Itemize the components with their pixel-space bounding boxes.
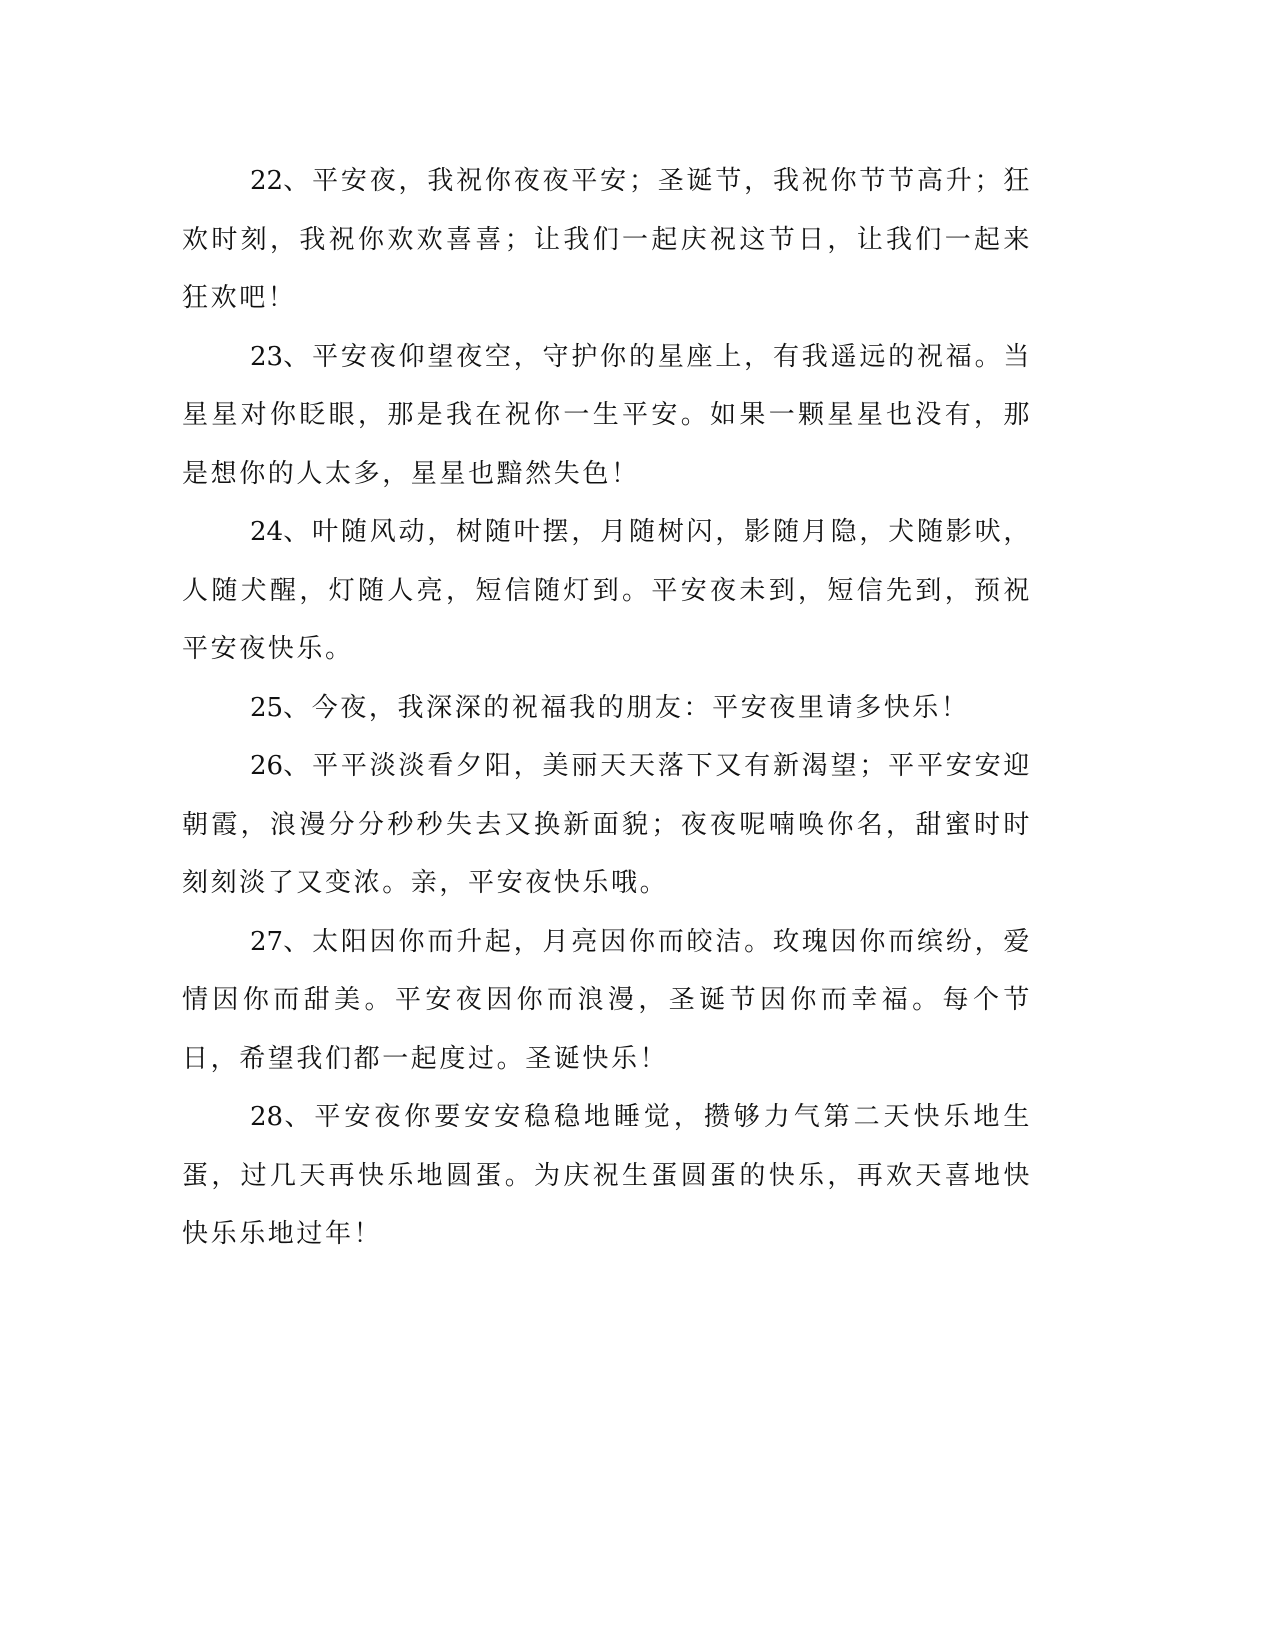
paragraph-22 [182,152,1032,328]
paragraph-number: 23 [250,341,284,372]
paragraph-text: 、平安夜仰望夜空，守护你的星座上，有我遥远的祝福。当星星对你眨眼，那是我在祝你一生平安。如果一颗星星也没有，那是想你的人太多，星星也黯然失色！ [182,341,1032,489]
paragraph-text: 、叶随风动，树随叶摆，月随树闪，影随月隐，犬随影吠，人随犬醒，灯随人亮，短信随灯到。平安夜未到，短信先到，预祝平安夜快乐。 [182,517,1032,664]
paragraph-25 [182,679,1032,738]
paragraph-text: 、平安夜你要安安稳稳地睡觉，攒够力气第二天快乐地生蛋，过几天再快乐地圆蛋。为庆祝生蛋圆蛋的快乐，再欢天喜地快快乐乐地过年！ [182,1102,1032,1249]
paragraph-24 [182,503,1032,679]
paragraph-28 [182,1088,1032,1264]
paragraph-number: 26 [250,751,284,781]
paragraph-27 [182,913,1032,1089]
paragraph-text: 、平平淡淡看夕阳，美丽天天落下又有新渴望；平平安安迎朝霞，浪漫分分秒秒失去又换新面貌；夜夜呢喃唤你名，甜蜜时时刻刻淡了又变浓。亲，平安夜快乐哦。 [182,751,1032,898]
paragraph-text: 、今夜，我深深的祝福我的朋友：平安夜里请多快乐！ [283,692,970,723]
paragraph-number: 22 [250,166,284,196]
document-body [182,152,1032,1264]
paragraph-26 [182,737,1032,913]
paragraph-number: 28 [250,1102,284,1132]
paragraph-number: 24 [250,517,284,547]
paragraph-number: 27 [250,926,284,957]
paragraph-number: 25 [250,692,284,723]
paragraph-23 [182,328,1032,504]
paragraph-text: 、太阳因你而升起，月亮因你而皎洁。玫瑰因你而缤纷，爱情因你而甜美。平安夜因你而浪漫，圣诞节因你而幸福。每个节日，希望我们都一起度过。圣诞快乐！ [182,926,1032,1074]
paragraph-text: 、平安夜，我祝你夜夜平安；圣诞节，我祝你节节高升；狂欢时刻，我祝你欢欢喜喜；让我们一起庆祝这节日，让我们一起来狂欢吧！ [182,166,1032,313]
